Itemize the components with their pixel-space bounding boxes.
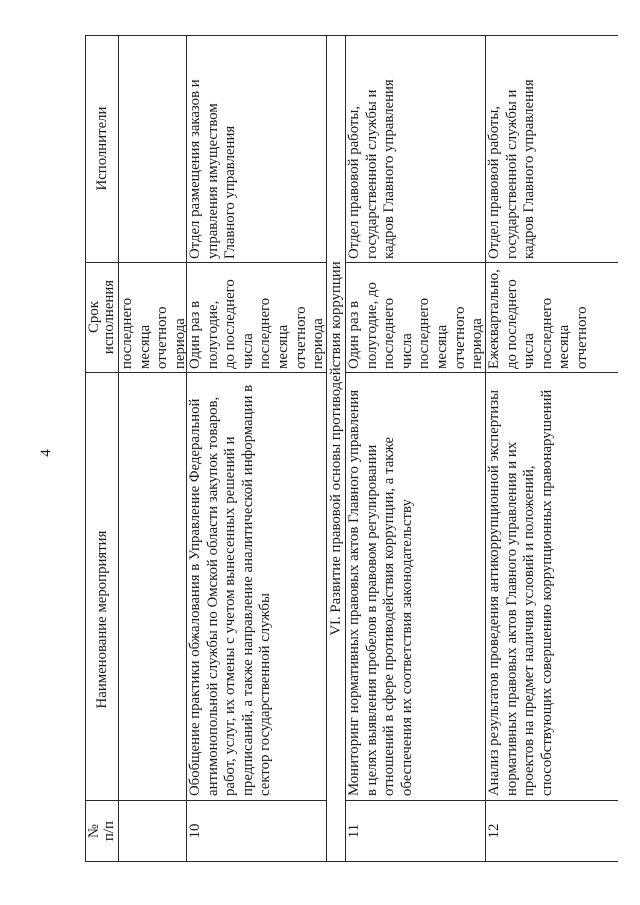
- row-11-executors: Отдел правовой работы, государственной службы и кадров Главного управления: [346, 35, 486, 262]
- continued-row-deadline: последнего месяца отчетного периода: [119, 262, 187, 372]
- rotated-sheet: [38, 35, 618, 862]
- row-10-number: 10: [187, 800, 327, 861]
- continued-row-measure-name: [119, 372, 187, 800]
- row-12-number: 12: [486, 800, 618, 861]
- row-10-deadline: Один раз в полугодие, до последнего числа последнего месяца отчетного периода: [187, 262, 327, 372]
- header-executors: Исполнители: [86, 35, 119, 262]
- row-11-measure-name: Мониторинг нормативных правовых актов Главного управления в целях выявления пробелов в правовом регулировании отношений в сфере противодействия коррупции, а также обеспечения их соответствия законодательству: [346, 372, 486, 800]
- header-number: № п/п: [86, 800, 119, 861]
- continued-row-number: [119, 800, 187, 861]
- measures-table: [85, 35, 618, 862]
- header-deadline: Срок исполнения: [86, 262, 119, 372]
- row-12-measure-name: Анализ результатов проведения антикоррупционной экспертизы нормативных правовых актов Главного управления и их проектов на предмет наличия условий и положений, способствующих совершению коррупционных правонарушений: [486, 372, 618, 800]
- section-vi-title: VI. Развитие правовой основы противодействия коррупции: [327, 35, 346, 861]
- row-10-measure-name: Обобщение практики обжалования в Управление Федеральной антимонопольной службы по Омской области закупок товаров, работ, услуг, их отмены с учетом вынесенных решений и предписаний, а также направление аналитической информации в сектор государственной службы: [187, 372, 327, 800]
- row-12-deadline: Ежеквартально, до последнего числа последнего месяца отчетного: [486, 262, 618, 372]
- row-11-number: 11: [346, 800, 486, 861]
- row-11-deadline: Один раз в полугодие, до последнего числа последнего месяца отчетного периода: [346, 262, 486, 372]
- row-10-executors: Отдел размещения заказов и управления имуществом Главного управления: [187, 35, 327, 262]
- continued-row-executors: [119, 35, 187, 262]
- page-number: 4: [38, 449, 54, 457]
- header-measure-name: Наименование мероприятия: [86, 372, 119, 800]
- row-12-executors: Отдел правовой работы, государственной службы и кадров Главного управления: [486, 35, 618, 262]
